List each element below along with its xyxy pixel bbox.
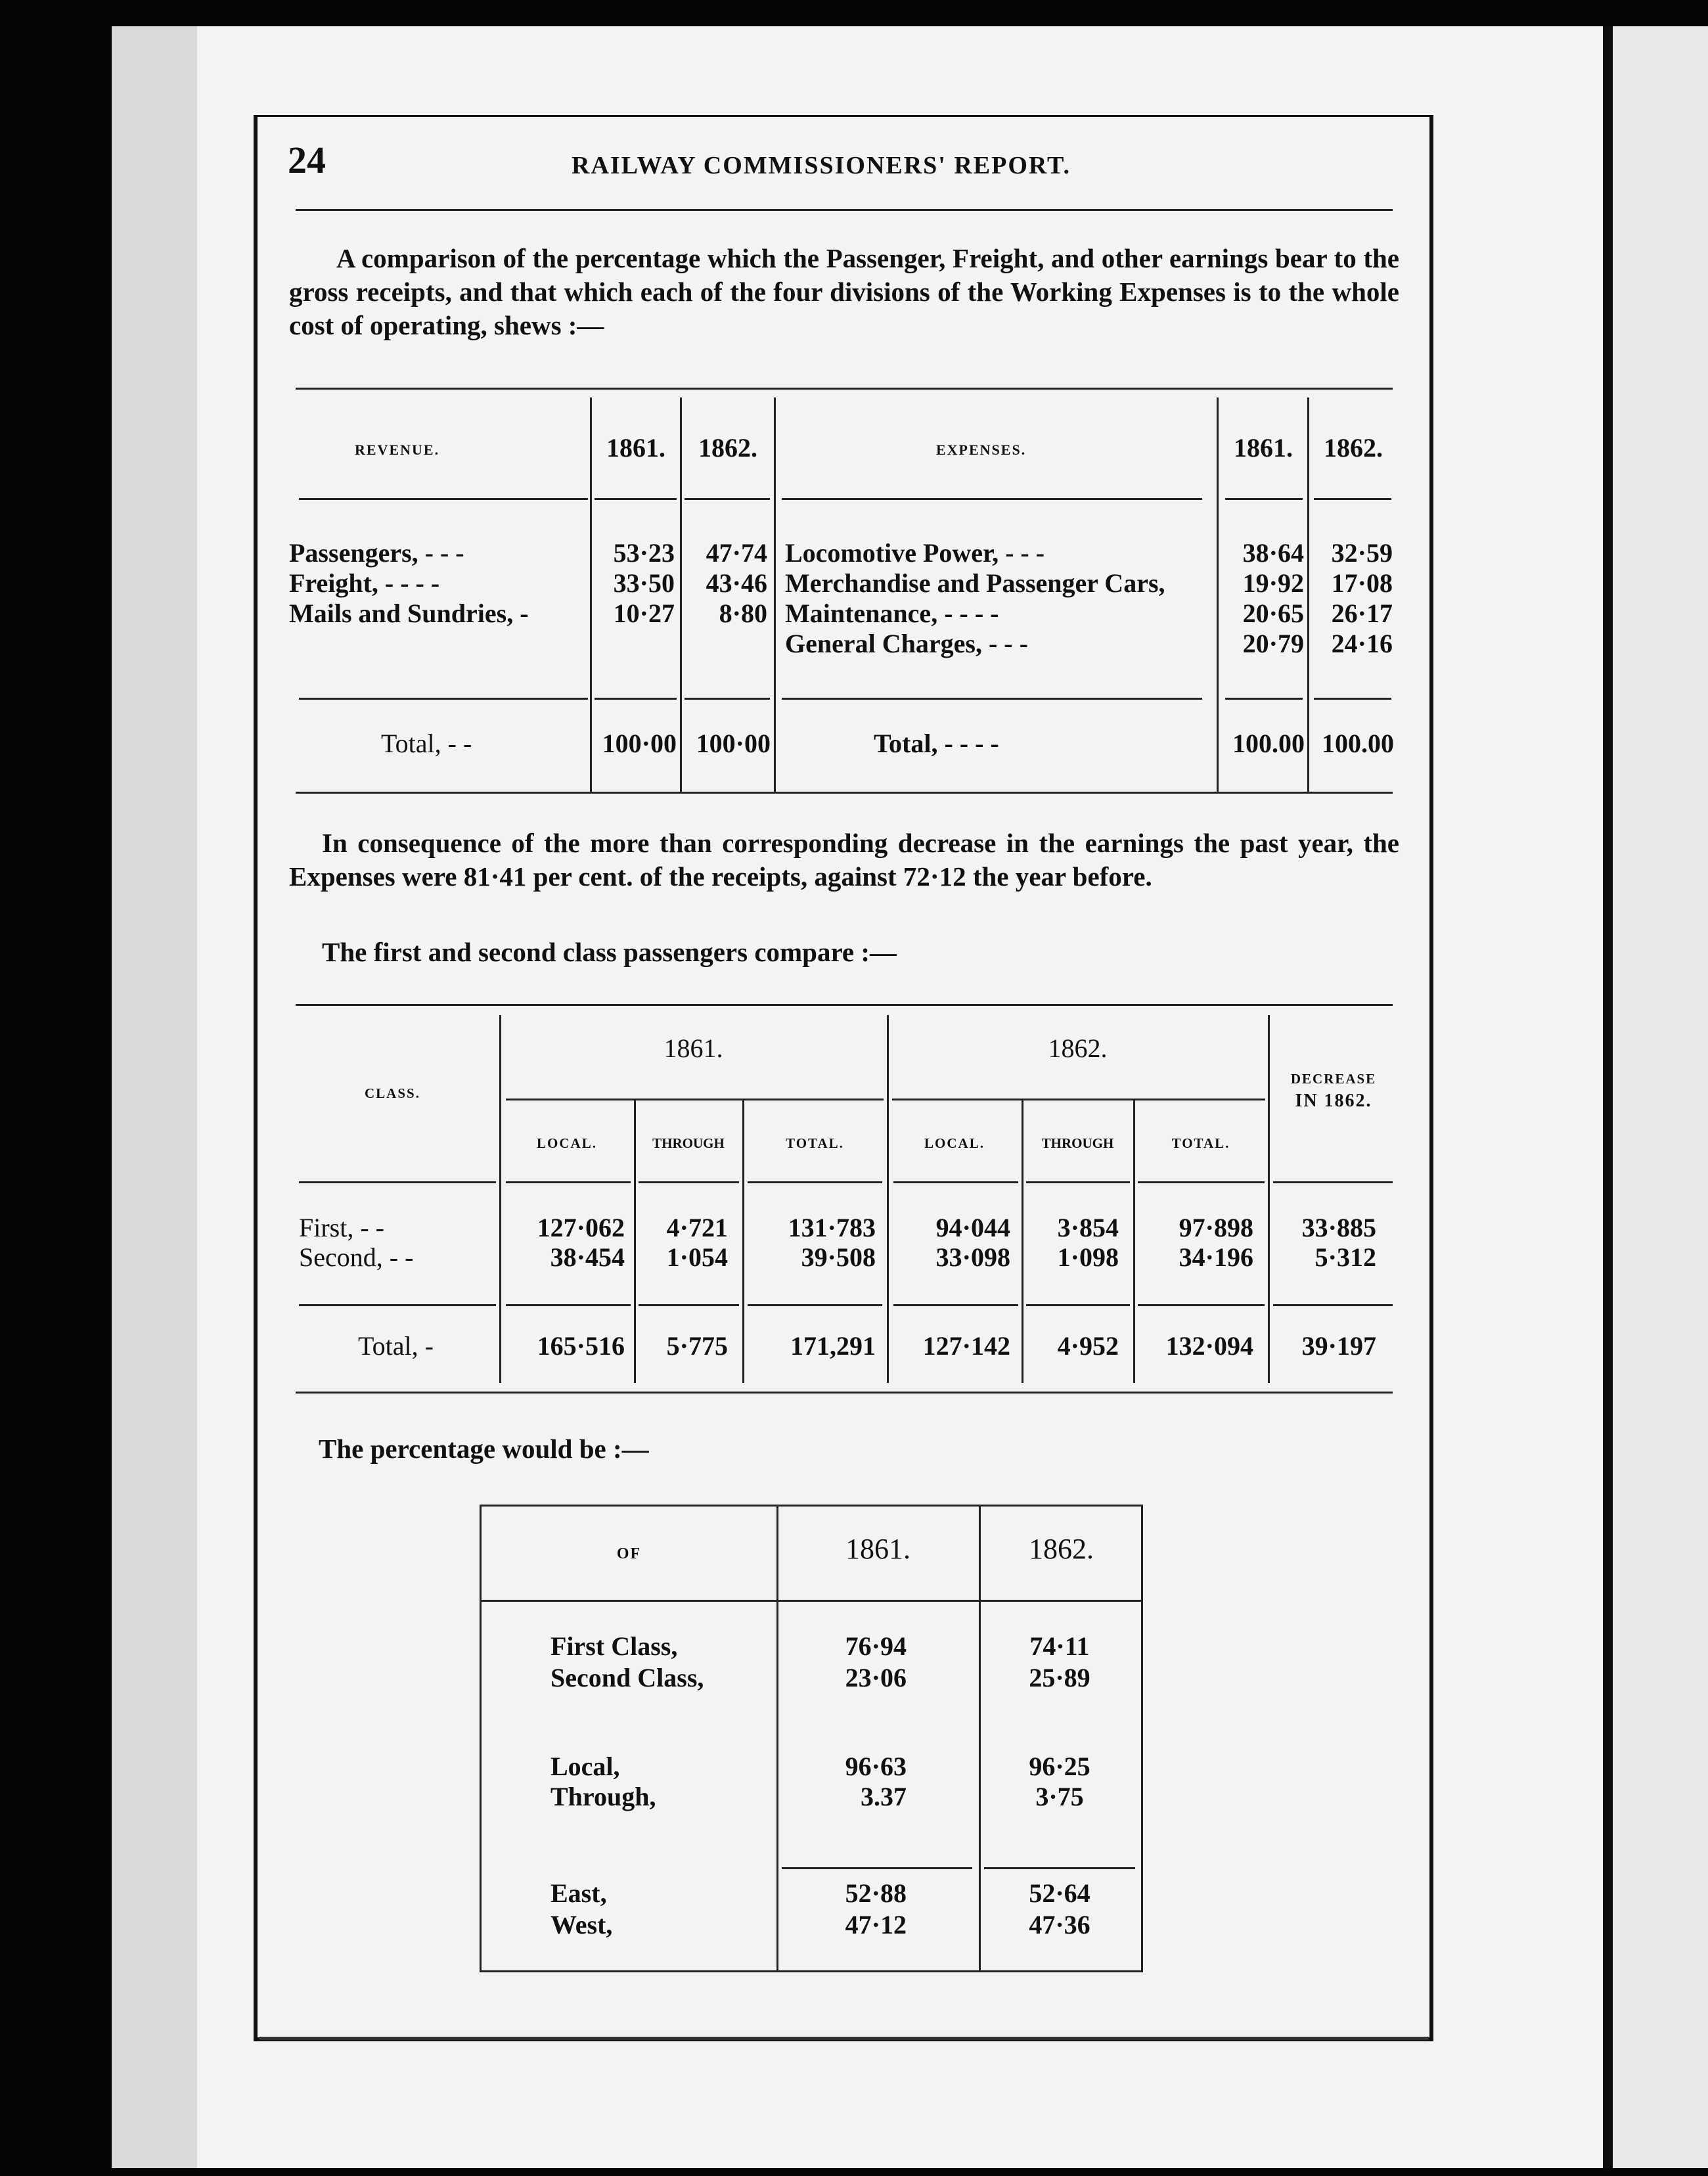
- table2-total-rule: [639, 1304, 739, 1306]
- local-1862-value: 94·044: [935, 1213, 1010, 1242]
- percentage-1862-value: 74·11: [1029, 1631, 1090, 1661]
- table2-total-rule: [1273, 1304, 1393, 1306]
- table1-total-rule: [595, 698, 677, 700]
- table2-total-rule: [1026, 1304, 1130, 1306]
- table2-header-rule: [639, 1181, 739, 1183]
- expenses-paragraph: In consequence of the more than corresponding decrease in the earnings the past year, the Expenses were 81·41 per cent. of the receipts, against 72·12 the year before.: [289, 828, 1399, 892]
- through-1861-value: 1·054: [666, 1242, 728, 1272]
- table2-total-rule: [506, 1304, 631, 1306]
- year-span-rule: [506, 1099, 884, 1100]
- t1-revenue-year-1862: 1862.: [698, 433, 757, 463]
- percentage-1862-value: 25·89: [1029, 1663, 1090, 1692]
- t2-year-1862: 1862.: [1048, 1033, 1108, 1063]
- table1-divider: [774, 397, 776, 792]
- through-1862-value: 3·854: [1057, 1213, 1119, 1242]
- local-1862-total: 127·142: [922, 1331, 1010, 1361]
- t1-revenue-year-1861: 1861.: [606, 433, 665, 463]
- table1-header-rule: [1225, 498, 1303, 500]
- subheader-through: THROUGH: [652, 1135, 725, 1151]
- revenue-1861-value: 53·23: [613, 538, 675, 568]
- class-total-label: Total, -: [358, 1331, 434, 1361]
- percentage-1861-value: 76·94: [845, 1631, 907, 1661]
- table3-header-rule: [482, 1600, 1141, 1602]
- percentage-1862-value: 47·36: [1029, 1910, 1090, 1939]
- expense-1862-value: 17·08: [1331, 568, 1393, 598]
- revenue-1862-value: 8·80: [719, 599, 767, 628]
- through-1861-value: 4·721: [666, 1213, 728, 1242]
- table1-header-rule: [1314, 498, 1391, 500]
- percentage-1861-value: 23·06: [845, 1663, 907, 1692]
- expense-label: Locomotive Power, - - -: [785, 538, 1045, 568]
- percentage-1861-value: 47·12: [845, 1910, 907, 1939]
- table2-header-rule: [1138, 1181, 1265, 1183]
- revenue-total-label: Total, - -: [381, 729, 472, 758]
- running-title: RAILWAY COMMISSIONERS' REPORT.: [572, 152, 1071, 179]
- table2-total-rule: [299, 1304, 496, 1306]
- percentage-row-label: West,: [551, 1910, 613, 1939]
- table2-divider: [499, 1015, 501, 1383]
- intro-paragraph: A comparison of the percentage which the Passenger, Freight, and other earnings bear to the gross receipts, and that which each of the four divisions of the Working Expenses is to the whole cost of operating, shews :—: [289, 243, 1399, 340]
- header-rule: [296, 209, 1393, 211]
- table2-header-rule: [1026, 1181, 1130, 1183]
- table2-header-rule: [506, 1181, 631, 1183]
- table1-top-rule: [296, 388, 1393, 390]
- of-header: OF: [616, 1545, 642, 1562]
- percentage-row-label: Through,: [551, 1782, 656, 1811]
- revenue-1862-value: 47·74: [706, 538, 767, 568]
- percentage-1861-value: 3.37: [861, 1782, 907, 1811]
- revenue-1862-value: 43·46: [706, 568, 767, 598]
- revenue-total-1861: 100·00: [602, 729, 677, 758]
- total-1861-total: 171,291: [790, 1331, 876, 1361]
- expense-total-label: Total, - - - -: [874, 729, 999, 758]
- bottom-rule: [259, 2037, 1429, 2040]
- table2-total-rule: [893, 1304, 1018, 1306]
- revenue-1861-value: 33·50: [613, 568, 675, 598]
- page-gutter-shadow: [112, 26, 197, 2168]
- class-row-label: First, - -: [299, 1213, 384, 1242]
- year-span-rule: [892, 1099, 1265, 1100]
- table2-header-rule: [893, 1181, 1018, 1183]
- passenger-class-intro: The first and second class passengers compare :—: [322, 937, 897, 967]
- expense-1861-value: 20·79: [1242, 629, 1304, 658]
- percentage-row-label: East,: [551, 1878, 607, 1908]
- expenses-header: EXPENSES.: [936, 442, 1027, 458]
- revenue-label: Freight, - - - -: [289, 568, 440, 598]
- revenue-total-1862: 100·00: [696, 729, 771, 758]
- t1-expense-year-1861: 1861.: [1234, 433, 1293, 463]
- local-1861-value: 38·454: [550, 1242, 625, 1272]
- table1-total-rule: [782, 698, 1202, 700]
- through-1862-value: 1·098: [1057, 1242, 1119, 1272]
- expense-1862-value: 32·59: [1331, 538, 1393, 568]
- revenue-1861-value: 10·27: [613, 599, 675, 628]
- subheader-total: TOTAL.: [786, 1135, 844, 1151]
- revenue-label: Mails and Sundries, -: [289, 599, 529, 628]
- decrease-value: 5·312: [1315, 1242, 1376, 1272]
- table1-total-rule: [1225, 698, 1303, 700]
- table1-total-rule: [685, 698, 770, 700]
- table1-bottom-rule: [296, 792, 1393, 794]
- expense-1861-value: 20·65: [1242, 599, 1304, 628]
- decrease-header-line2: IN 1862.: [1295, 1091, 1372, 1111]
- expense-1861-value: 19·92: [1242, 568, 1304, 598]
- expense-1862-value: 26·17: [1331, 599, 1393, 628]
- expense-label: Maintenance, - - - -: [785, 599, 999, 628]
- expense-label: Merchandise and Passenger Cars,: [785, 568, 1165, 598]
- percentage-1861-value: 52·88: [845, 1878, 907, 1908]
- table2-divider: [887, 1015, 889, 1383]
- percentage-1862-value: 96·25: [1029, 1752, 1090, 1781]
- t1-expense-year-1862: 1862.: [1324, 433, 1383, 463]
- total-1862-value: 97·898: [1179, 1213, 1253, 1242]
- total-1861-value: 39·508: [801, 1242, 876, 1272]
- percentage-intro: The percentage would be :—: [319, 1434, 649, 1464]
- total-1862-total: 132·094: [1165, 1331, 1253, 1361]
- through-1862-total: 4·952: [1057, 1331, 1119, 1361]
- table2-top-rule: [296, 1004, 1393, 1006]
- class-header: CLASS.: [365, 1085, 420, 1101]
- page-number: 24: [288, 139, 326, 181]
- total-1862-value: 34·196: [1179, 1242, 1253, 1272]
- table1-total-rule: [1314, 698, 1391, 700]
- class-row-label: Second, - -: [299, 1242, 414, 1272]
- revenue-label: Passengers, - - -: [289, 538, 464, 568]
- table1-header-rule: [595, 498, 677, 500]
- percentage-1861-value: 96·63: [845, 1752, 907, 1781]
- table3-group-rule: [984, 1867, 1135, 1869]
- table1-header-rule: [782, 498, 1202, 500]
- table2-header-rule: [748, 1181, 882, 1183]
- table3-group-rule: [782, 1867, 972, 1869]
- expense-label: General Charges, - - -: [785, 629, 1028, 658]
- table2-header-rule: [1273, 1181, 1393, 1183]
- expense-total-1861: 100.00: [1232, 729, 1305, 758]
- expense-1862-value: 24·16: [1331, 629, 1393, 658]
- percentage-1862-value: 3·75: [1035, 1782, 1084, 1811]
- percentage-row-label: Second Class,: [551, 1663, 704, 1692]
- revenue-header: REVENUE.: [355, 442, 440, 458]
- table1-header-rule: [299, 498, 588, 500]
- expense-total-1862: 100.00: [1322, 729, 1394, 758]
- table2-total-rule: [748, 1304, 882, 1306]
- local-1861-value: 127·062: [537, 1213, 625, 1242]
- subheader-total: TOTAL.: [1171, 1135, 1230, 1151]
- t3-year-1861: 1861.: [845, 1533, 910, 1565]
- decrease-total: 39·197: [1301, 1331, 1376, 1361]
- facing-page-edge: [1613, 26, 1708, 2168]
- local-1861-total: 165·516: [537, 1331, 625, 1361]
- expense-1861-value: 38·64: [1242, 538, 1304, 568]
- t3-year-1862: 1862.: [1029, 1533, 1094, 1565]
- t2-year-1861: 1861.: [663, 1033, 723, 1063]
- decrease-value: 33·885: [1301, 1213, 1376, 1242]
- subheader-local: LOCAL.: [537, 1135, 597, 1151]
- percentage-1862-value: 52·64: [1029, 1878, 1090, 1908]
- subheader-through: THROUGH: [1041, 1135, 1114, 1151]
- total-1861-value: 131·783: [788, 1213, 876, 1242]
- table1-total-rule: [299, 698, 588, 700]
- percentage-row-label: First Class,: [551, 1631, 678, 1661]
- table2-total-rule: [1138, 1304, 1265, 1306]
- table2-header-rule: [299, 1181, 496, 1183]
- local-1862-value: 33·098: [935, 1242, 1010, 1272]
- table1-header-rule: [685, 498, 770, 500]
- table2-bottom-rule: [296, 1392, 1393, 1394]
- through-1861-total: 5·775: [666, 1331, 728, 1361]
- table2-divider: [1268, 1015, 1270, 1383]
- decrease-header-line1: DECREASE: [1290, 1071, 1377, 1087]
- subheader-local: LOCAL.: [924, 1135, 985, 1151]
- percentage-row-label: Local,: [551, 1752, 620, 1781]
